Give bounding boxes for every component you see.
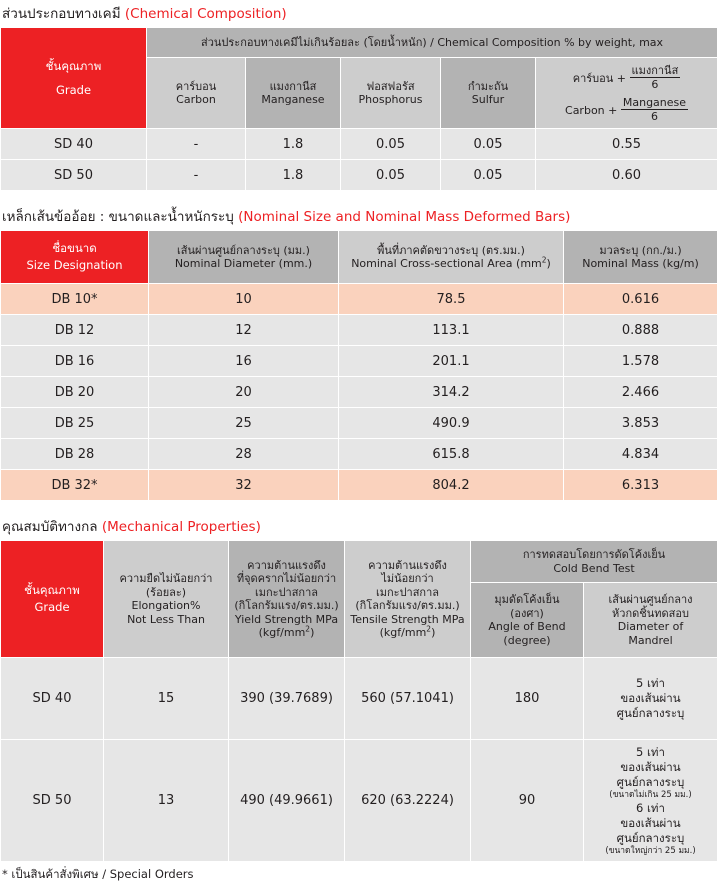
header-diameter-thai: เส้นผ่านศูนย์กลางระบุ (มม.)	[177, 243, 310, 257]
mandrel-note-line: ศูนย์กลางระบุ	[616, 830, 685, 845]
mandrel-note-line: ศูนย์กลางระบุ	[616, 706, 685, 720]
header-cmn-thai-formula: คาร์บอน + $\frac{\text{แมงกานีส}}{6}$	[572, 63, 679, 91]
cell-cross-sectional-area: 804.2	[339, 470, 564, 501]
header-cell-elongation	[104, 541, 229, 658]
cell-sulfur: 0.05	[441, 129, 536, 160]
spacer	[0, 501, 717, 513]
cell-tensile-strength: 620 (63.2224)	[345, 740, 471, 862]
header-grade-thai: ชั้นคุณภาพ	[45, 58, 102, 73]
section-title-english: (Mechanical Properties)	[101, 519, 261, 535]
cell-size-designation: DB 16	[1, 346, 149, 377]
header-mandrel-thai-2: หัวกดชิ้นทดสอบ	[612, 606, 689, 620]
header-cell-nominal-diameter	[149, 231, 339, 284]
section-title-thai: คุณสมบัติทางกล	[2, 519, 102, 535]
cell-diameter-of-mandrel	[584, 740, 717, 862]
cell-nominal-mass: 2.466	[564, 377, 717, 408]
spacer	[0, 191, 717, 203]
cell-carbon-manganese: 0.60	[536, 160, 717, 191]
cell-nominal-mass: 6.313	[564, 470, 717, 501]
section-title-thai: ส่วนประกอบทางเคมี	[2, 6, 125, 22]
cell-grade: SD 50	[1, 160, 147, 191]
header-cell-cross-sectional-area	[339, 231, 564, 284]
cell-grade: SD 40	[1, 129, 147, 160]
cell-tensile-strength: 560 (57.1041)	[345, 658, 471, 740]
cell-phosphorus: 0.05	[341, 129, 441, 160]
header-cell-sulfur	[441, 58, 536, 129]
header-phosphorus-english: Phosphorus	[358, 93, 423, 106]
section-title-mechanical-properties	[0, 513, 717, 540]
cell-manganese: 1.8	[246, 160, 341, 191]
nominal-size-table	[0, 230, 717, 501]
cell-cross-sectional-area: 113.1	[339, 315, 564, 346]
header-cell-cold-bend-group	[471, 541, 717, 583]
header-area-thai: พื้นที่ภาคตัดขวางระบุ (ตร.มม.)	[377, 243, 525, 257]
header-cell-tensile-strength	[345, 541, 471, 658]
header-tensile-thai-1: ความต้านแรงดึง	[368, 558, 447, 572]
table-row	[1, 408, 717, 439]
section-title-nominal-size	[0, 203, 717, 230]
cell-elongation: 13	[104, 740, 229, 862]
header-elongation-thai-2: (ร้อยละ)	[145, 585, 187, 599]
cell-elongation: 15	[104, 658, 229, 740]
header-tensile-thai-3: เมกะปาสกาล	[375, 585, 440, 599]
mandrel-note-line: ของเส้นผ่าน	[620, 691, 681, 705]
cell-cross-sectional-area: 201.1	[339, 346, 564, 377]
footnote-special-orders: * เป็นสินค้าสั่งพิเศษ / Special Orders	[2, 867, 194, 881]
cell-size-designation: DB 12	[1, 315, 149, 346]
header-size-thai: ชื่อขนาด	[52, 241, 97, 255]
header-area-english: Nominal Cross-sectional Area $(mm^2)$	[351, 255, 551, 270]
header-carbon-thai: คาร์บอน	[175, 79, 217, 93]
header-cell-diameter-of-mandrel	[584, 583, 717, 658]
cell-size-designation: DB 28	[1, 439, 149, 470]
cell-size-designation: DB 25	[1, 408, 149, 439]
table-row	[1, 284, 717, 315]
table-row	[1, 740, 717, 862]
cell-manganese: 1.8	[246, 129, 341, 160]
table-row	[1, 346, 717, 377]
header-carbon-english: Carbon	[176, 93, 216, 106]
cell-nominal-diameter: 32	[149, 470, 339, 501]
header-yield-thai-3: เมกะปาสกาล	[254, 585, 319, 599]
header-tensile-english-2: $(kgf/mm^2)$	[379, 624, 436, 639]
header-yield-thai-2: ที่จุดครากไม่น้อยกว่า	[236, 572, 337, 585]
header-cmn-english-formula: Carbon + $\frac{\text{Manganese}}{6}$	[565, 95, 687, 123]
header-elongation-english-1: Elongation%	[131, 599, 201, 612]
cell-size-designation: DB 20	[1, 377, 149, 408]
header-size-english: Size Designation	[26, 258, 123, 272]
header-mandrel-english-2: Mandrel	[628, 633, 673, 647]
header-cell-phosphorus	[341, 58, 441, 129]
table-row	[1, 377, 717, 408]
section-title-thai: เหล็กเส้นข้ออ้อย : ขนาดและน้ำหนักระบุ	[2, 209, 239, 225]
header-cell-yield-strength	[229, 541, 345, 658]
fraction-thai: $\frac{\text{แมงกานีส}}{6}$	[631, 63, 679, 91]
header-mandrel-english-1: Diameter of	[617, 620, 684, 633]
header-angle-thai-2: (องศา)	[510, 606, 544, 620]
header-cold-bend-english: Cold Bend Test	[553, 561, 635, 575]
table-header-row	[1, 231, 717, 284]
cell-cross-sectional-area: 615.8	[339, 439, 564, 470]
cell-nominal-diameter: 12	[149, 315, 339, 346]
cell-nominal-mass: 0.888	[564, 315, 717, 346]
header-cell-composition-group: ส่วนประกอบทางเคมีไม่เกินร้อยละ (โดยน้ำหนัก) / Chemical Composition % by weight, max	[147, 28, 717, 58]
header-cell-carbon	[147, 58, 246, 129]
cell-angle-of-bend: 180	[471, 658, 584, 740]
header-tensile-thai-4: (กิโลกรัมแรง/ตร.มม.)	[355, 599, 460, 612]
table-header-row-group	[1, 541, 717, 583]
superscript-two: 2	[305, 624, 311, 634]
cell-diameter-of-mandrel	[584, 658, 717, 740]
header-mandrel-thai-1: เส้นผ่านศูนย์กลาง	[608, 593, 693, 606]
header-yield-english-1: Yield Strength MPa	[234, 612, 339, 626]
cell-sulfur: 0.05	[441, 160, 536, 191]
header-tensile-english-1: Tensile Strength MPa	[350, 612, 465, 626]
cell-grade: SD 50	[1, 740, 104, 862]
cell-carbon: -	[147, 129, 246, 160]
cell-cross-sectional-area: 78.5	[339, 284, 564, 315]
header-cell-manganese	[246, 58, 341, 129]
fraction-english: $\frac{\text{Manganese}}{6}$	[622, 95, 687, 123]
header-angle-thai-1: มุมดัดโค้งเย็น	[494, 593, 560, 606]
table-row	[1, 439, 717, 470]
header-angle-english-1: Angle of Bend	[488, 620, 566, 633]
mandrel-note-line: 6 เท่า	[636, 800, 665, 815]
section-title-chemical-composition	[0, 0, 717, 27]
table-row	[1, 658, 717, 740]
header-cell-carbon-manganese	[536, 58, 717, 129]
cell-nominal-mass: 3.853	[564, 408, 717, 439]
header-mass-english: Nominal Mass (kg/m)	[582, 257, 699, 270]
cell-size-designation: DB 32*	[1, 470, 149, 501]
section-title-english: (Nominal Size and Nominal Mass Deformed Bars)	[238, 209, 571, 225]
table-header-row-group	[1, 28, 717, 58]
header-manganese-english: Manganese	[261, 93, 325, 106]
cell-cross-sectional-area: 490.9	[339, 408, 564, 439]
table-row	[1, 470, 717, 501]
table-row	[1, 315, 717, 346]
cell-phosphorus: 0.05	[341, 160, 441, 191]
header-grade-thai: ชั้นคุณภาพ	[24, 583, 80, 597]
mechanical-properties-table	[0, 540, 717, 862]
cell-nominal-diameter: 28	[149, 439, 339, 470]
header-cell-nominal-mass	[564, 231, 717, 284]
header-diameter-english: Nominal Diameter (mm.)	[174, 257, 313, 270]
mandrel-note-line: ของเส้นผ่าน	[620, 759, 681, 774]
header-phosphorus-thai: ฟอสฟอรัส	[366, 79, 415, 93]
cell-yield-strength: 390 (39.7689)	[229, 658, 345, 740]
section-title-english: (Chemical Composition)	[124, 6, 287, 22]
cell-nominal-diameter: 25	[149, 408, 339, 439]
header-elongation-thai-1: ความยืดไม่น้อยกว่า	[119, 572, 213, 585]
chemical-composition-table	[0, 27, 717, 191]
header-yield-english-2: $(kgf/mm^2)$	[258, 624, 315, 639]
cell-angle-of-bend: 90	[471, 740, 584, 862]
nominal-size-table-body	[1, 284, 717, 501]
cell-nominal-diameter: 16	[149, 346, 339, 377]
header-yield-thai-4: (กิโลกรัมแรง/ตร.มม.)	[234, 599, 339, 612]
cell-carbon-manganese: 0.55	[536, 129, 717, 160]
cell-grade: SD 40	[1, 658, 104, 740]
cell-yield-strength: 490 (49.9661)	[229, 740, 345, 862]
mandrel-note-line: 5 เท่า	[636, 744, 665, 759]
mandrel-note-small: (ขนาดไม่เกิน 25 มม.)	[609, 789, 692, 800]
mandrel-note-line: 5 เท่า	[636, 676, 665, 690]
header-cell-size-designation	[1, 231, 149, 284]
header-elongation-english-2: Not Less Than	[127, 612, 205, 626]
mandrel-note-line: ศูนย์กลางระบุ	[616, 774, 685, 789]
cell-cross-sectional-area: 314.2	[339, 377, 564, 408]
superscript-two: 2	[541, 255, 547, 265]
header-yield-thai-1: ความต้านแรงดึง	[247, 558, 326, 572]
header-cold-bend-thai: การทดสอบโดยการดัดโค้งเย็น	[522, 548, 666, 561]
header-angle-english-2: (degree)	[503, 633, 551, 647]
header-grade-english: Grade	[34, 600, 70, 614]
table-row	[1, 160, 717, 191]
header-mass-thai: มวลระบุ (กก./ม.)	[599, 243, 682, 257]
header-cell-grade	[1, 28, 147, 129]
superscript-two: 2	[426, 624, 432, 634]
cell-nominal-mass: 0.616	[564, 284, 717, 315]
header-manganese-thai: แมงกานีส	[269, 79, 317, 93]
header-cell-grade	[1, 541, 104, 658]
header-cell-angle-of-bend	[471, 583, 584, 658]
cell-carbon: -	[147, 160, 246, 191]
header-tensile-thai-2: ไม่น้อยกว่า	[381, 572, 434, 585]
header-grade-english: Grade	[55, 82, 92, 97]
cell-size-designation: DB 10*	[1, 284, 149, 315]
cell-nominal-diameter: 20	[149, 377, 339, 408]
mandrel-note-small: (ขนาดใหญ่กว่า 25 มม.)	[605, 845, 696, 856]
mandrel-note-line: ของเส้นผ่าน	[620, 815, 681, 830]
cell-nominal-diameter: 10	[149, 284, 339, 315]
cell-nominal-mass: 1.578	[564, 346, 717, 377]
cell-nominal-mass: 4.834	[564, 439, 717, 470]
header-sulfur-thai: กำมะถัน	[467, 79, 509, 93]
table-row	[1, 129, 717, 160]
header-sulfur-english: Sulfur	[471, 93, 505, 106]
